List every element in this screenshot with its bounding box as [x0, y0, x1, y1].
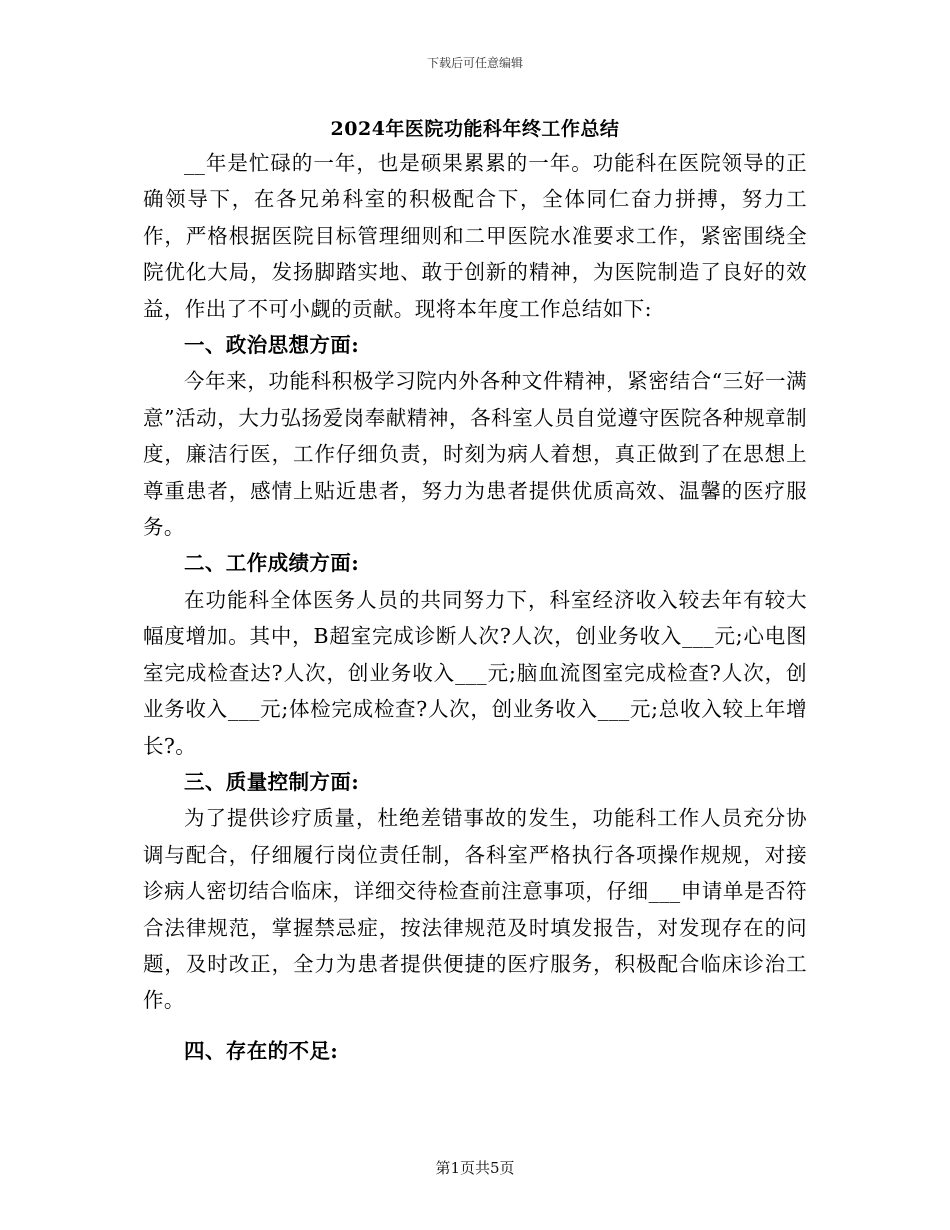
page-number: 第1页共5页 [435, 1159, 515, 1177]
section-paragraph-achievements: 在功能科全体医务人员的共同努力下，科室经济收入较去年有较大幅度增加。其中，B超室完成诊断人次?人次，创业务收入___元;心电图室完成检查达?人次，创业务收入___元;脑血流图室完成检查?人次，创业务收入___元;体检完成检查?人次，创业务收入___元;总收入较上年增长?。 [143, 587, 807, 758]
document-title: 2024年医院功能科年终工作总结 [330, 118, 620, 140]
section-heading-shortcomings: 四、存在的不足: [184, 1038, 339, 1063]
document-body [143, 145, 807, 1069]
section-paragraph-quality: 为了提供诊疗质量，杜绝差错事故的发生，功能科工作人员充分协调与配合，仔细履行岗位责任制，各科室严格执行各项操作规规，对接诊病人密切结合临床，详细交待检查前注意事项，仔细___申请单是否符合法律规范，掌握禁忌症，按法律规范及时填发报告，对发现存在的问题，及时改正，全力为患者提供便捷的医疗服务，积极配合临床诊治工作。 [143, 806, 807, 1013]
intro-paragraph: __年是忙碌的一年，也是硕果累累的一年。功能科在医院领导的正确领导下，在各兄弟科室的积极配合下，全体同仁奋力拼搏，努力工作，严格根据医院目标管理细则和二甲医院水准要求工作，紧密围绕全院优化大局，发扬脚踏实地、敢于创新的精神，为医院制造了良好的效益，作出了不可小觑的贡献。现将本年度工作总结如下: [143, 151, 807, 321]
section-heading-quality: 三、质量控制方面: [184, 769, 360, 794]
section-paragraph-political: 今年来，功能科积极学习院内外各种文件精神，紧密结合“三好一满意”活动，大力弘扬爱岗奉献精神，各科室人员自觉遵守医院各种规章制度，廉洁行医，工作仔细负责，时刻为病人着想，真正做到了在思想上尊重患者，感情上贴近患者，努力为患者提供优质高效、温馨的医疗服务。 [143, 369, 807, 540]
section-heading-political: 一、政治思想方面: [184, 333, 360, 358]
section-heading-achievements: 二、工作成绩方面: [184, 551, 360, 576]
download-note: 下载后可任意编辑 [426, 56, 523, 70]
